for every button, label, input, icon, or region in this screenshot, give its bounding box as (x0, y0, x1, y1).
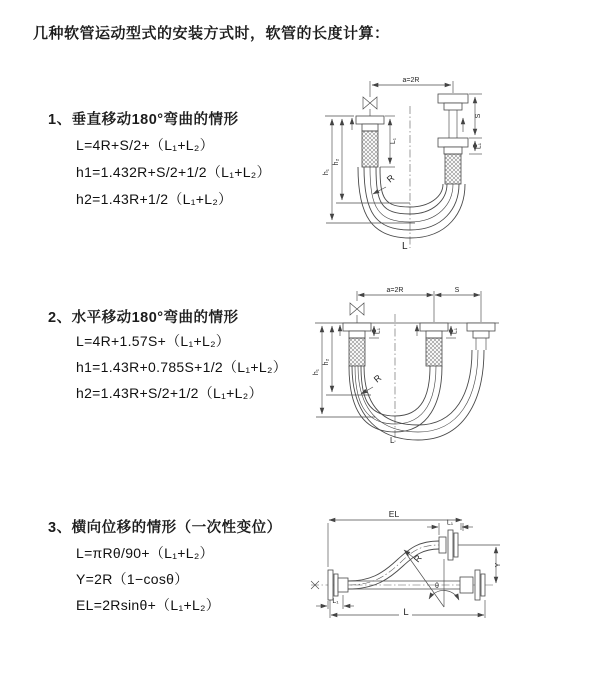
middle-pipe-end (417, 323, 448, 366)
section3-formula-y: Y=2R（1−cosθ） (76, 571, 189, 587)
valve-icon (363, 97, 377, 116)
section1-formula-h1: h1=1.432R+S/2+1/2（L₁+L₂） (76, 164, 271, 180)
section2-formula-l: L=4R+1.57S+（L₁+L₂） (76, 333, 231, 349)
left-flange (328, 570, 348, 600)
left-pipe-end (340, 323, 371, 366)
dim-theta-label: θ (435, 583, 439, 590)
svg-text:a=2R: a=2R (386, 287, 404, 294)
section1-heading: 1、垂直移动180°弯曲的情形 (48, 112, 239, 128)
svg-text:L₁: L₁ (390, 137, 397, 145)
valve-icon (350, 303, 364, 323)
section3-formula-l: L=πRθ/90+（L₁+L₂） (76, 545, 214, 561)
section1-formula-h2: h2=1.43R+1/2（L₁+L₂） (76, 191, 233, 207)
svg-text:L₁: L₁ (451, 327, 459, 335)
left-pipe-end (352, 116, 384, 167)
svg-text:h₁: h₁ (313, 368, 320, 376)
dim-l1-right (469, 141, 483, 154)
svg-text:L₁: L₁ (446, 519, 454, 527)
dim-l (330, 600, 485, 618)
svg-text:h₂: h₂ (333, 158, 340, 166)
svg-text:Y: Y (495, 562, 502, 568)
dim-s (435, 287, 480, 295)
diagram-lateral-displacement (298, 505, 600, 650)
svg-text:R: R (411, 552, 424, 565)
section3-formula-el: EL=2Rsinθ+（L₁+L₂） (76, 597, 221, 613)
svg-text:R: R (384, 172, 397, 185)
right-pipe-end-moved (467, 323, 495, 350)
svg-text:L: L (403, 607, 409, 618)
svg-text:S: S (475, 113, 482, 119)
dim-l-label: L (390, 436, 395, 445)
svg-text:L₁: L₁ (374, 327, 382, 335)
right-pipe-end (438, 94, 468, 184)
dim-l1-left (316, 595, 354, 609)
dim-s (469, 94, 482, 138)
svg-text:L₁: L₁ (332, 598, 339, 605)
svg-text:a=2R: a=2R (402, 77, 420, 84)
page-title: 几种软管运动型式的安装方式时，软管的长度计算： (33, 25, 390, 42)
svg-text:h₂: h₂ (323, 358, 330, 366)
section1-formula-l: L=4R+S/2+（L₁+L₂） (76, 137, 214, 153)
dim-l-label: L (402, 241, 408, 252)
svg-text:EL: EL (388, 509, 400, 519)
section2-formula-h1: h1=1.43R+0.785S+1/2（L₁+L₂） (76, 359, 287, 375)
diagram-horizontal-180-bend (305, 282, 600, 462)
svg-text:L₁: L₁ (475, 142, 483, 150)
svg-text:h₁: h₁ (323, 168, 330, 176)
section2-formula-h2: h2=1.43R+S/2+1/2（L₁+L₂） (76, 385, 263, 401)
displaced-hose (348, 530, 458, 589)
svg-text:S: S (454, 287, 460, 294)
svg-text:R: R (371, 372, 384, 385)
dim-a2r (357, 287, 481, 322)
section3-heading: 3、横向位移的情形（一次性变位） (48, 520, 282, 536)
diagram-vertical-180-bend (310, 70, 590, 260)
section2-heading: 2、水平移动180°弯曲的情形 (48, 310, 239, 326)
